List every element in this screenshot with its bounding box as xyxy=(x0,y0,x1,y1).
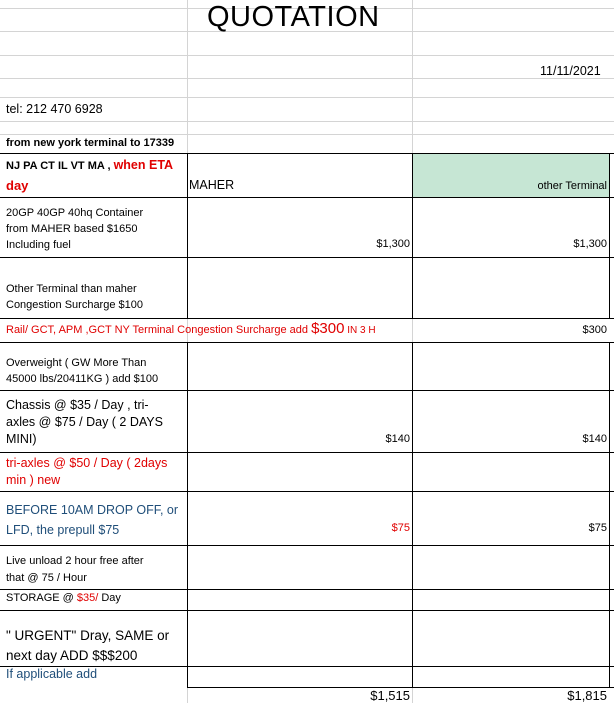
table-border xyxy=(0,257,614,258)
maher-header: MAHER xyxy=(189,178,235,192)
states-header: NJ PA CT IL VT MA , when ETA xyxy=(6,158,174,172)
table-border xyxy=(412,342,413,688)
if-applicable-label: If applicable add xyxy=(6,667,98,681)
table-border xyxy=(0,491,614,492)
rail-surcharge: Rail/ GCT, APM ,GCT NY Terminal Congestion Surcharge add $300 IN 3 H xyxy=(6,320,376,337)
overweight-description: Overweight ( GW More Than 45000 lbs/20411KG ) add $100 xyxy=(6,357,159,385)
phone-number: tel: 212 470 6928 xyxy=(6,102,103,116)
triaxles-description: tri-axles @ $50 / Day ( 2days min ) new xyxy=(6,456,168,487)
table-border xyxy=(0,589,614,590)
table-border xyxy=(609,342,610,688)
table-border xyxy=(609,153,610,319)
states-header-day: day xyxy=(6,178,29,193)
chassis-maher-price: $140 xyxy=(385,433,410,445)
table-border xyxy=(0,318,614,319)
table-border xyxy=(187,342,188,688)
before10am-maher-price: $75 xyxy=(391,522,410,534)
grid-line xyxy=(0,134,614,135)
grid-line xyxy=(0,121,614,122)
table-border xyxy=(0,390,614,391)
other-terminal-header: other Terminal xyxy=(537,180,607,192)
before10am-other-price: $75 xyxy=(588,522,607,534)
chassis-other-price: $140 xyxy=(582,433,607,445)
storage-description: STORAGE @ $35/ Day xyxy=(6,592,121,604)
live-unload-description: Live unload 2 hour free after that @ 75 / Hour xyxy=(6,555,144,584)
other-terminal-description: Other Terminal than maher Congestion Surcharge $100 xyxy=(6,283,143,311)
date: 11/11/2021 xyxy=(540,64,601,78)
grid-line xyxy=(0,78,614,79)
table-border xyxy=(0,610,614,611)
route: from new york terminal to 17339 xyxy=(6,137,175,149)
total-other: $1,815 xyxy=(567,688,607,703)
grid-line xyxy=(0,97,614,98)
page-title: QUOTATION xyxy=(207,1,380,33)
container-maher-price: $1,300 xyxy=(376,238,410,250)
total-maher: $1,515 xyxy=(370,688,410,703)
chassis-description: Chassis @ $35 / Day , tri- axles @ $75 / Day ( 2 DAYS MINI) xyxy=(6,398,163,446)
table-border xyxy=(0,153,614,154)
container-other-price: $1,300 xyxy=(573,238,607,250)
container-description: 20GP 40GP 40hq Container from MAHER based $1650 Including fuel xyxy=(6,207,144,251)
urgent-description: " URGENT" Dray, SAME or next day ADD $$$200 xyxy=(6,628,170,663)
table-border xyxy=(412,153,413,319)
before10am-description: BEFORE 10AM DROP OFF, or LFD, the prepull $75 xyxy=(6,503,179,537)
table-border xyxy=(0,545,614,546)
table-border xyxy=(0,197,614,198)
grid-line xyxy=(0,55,614,56)
table-border xyxy=(0,342,614,343)
rail-other-price: $300 xyxy=(582,324,607,336)
table-border xyxy=(0,452,614,453)
table-border xyxy=(187,153,188,319)
